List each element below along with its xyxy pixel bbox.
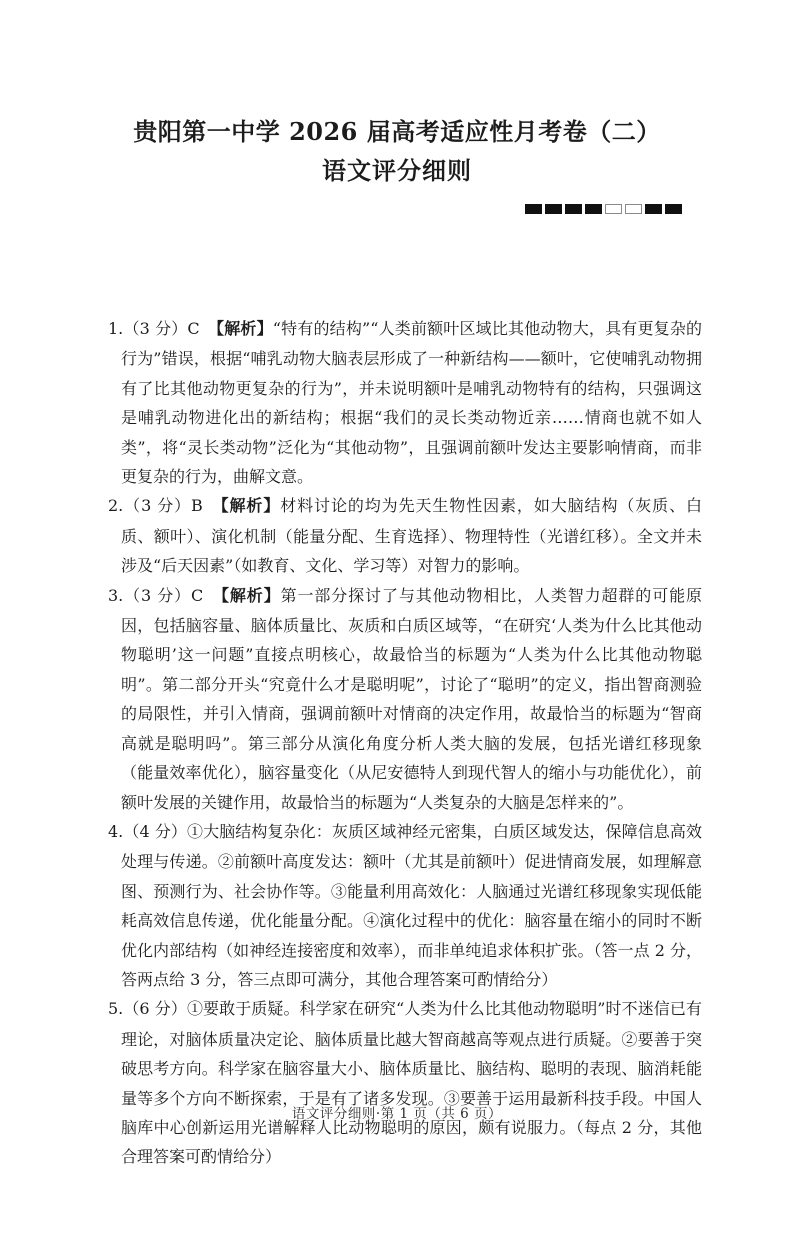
filled-square-mark — [525, 204, 542, 214]
hollow-square-mark — [625, 204, 642, 214]
item-3-number-answer: 3.（3 分）C — [108, 585, 222, 605]
answer-item-2 — [108, 491, 702, 580]
item-4-answer-points: ①大脑结构复杂化：灰质区域神经元密集，白质区域发达，保障信息高效处理与传递。②前额叶高度发达：额叶（尤其是前额叶）促进情商发展，如理解意图、预测行为、社会协作等。③能量利用高效化：人脑通过光谱红移现象实现低能耗高效信息传递，优化能量分配。④演化过程中的优化：脑容量在缩小的同时不断优化内部结构（如神经连接密度和效率），而非单纯追求体积扩张。（答一点 2 分，答两点给 3 分，答三点即可满分，其他合理答案可酌情给分） — [121, 821, 702, 989]
item-1-explanation: “特有的结构”“人类前额叶区域比其他动物大，具有更复杂的行为”错误，根据“哺乳动物大脑表层形成了一种新结构——额叶，它使哺乳动物拥有了比其他动物更复杂的行为”，并未说明额叶是哺乳动物特有的结构，只强调这是哺乳动物进化出的新结构；根据“我们的灵长类动物近亲……情商也就不如人类”，将“灵长类动物”泛化为“其他动物”，且强调前额叶发达主要影响情商，而非更复杂的行为，曲解文意。 — [121, 319, 702, 487]
rubric-page — [0, 116, 794, 1239]
item-2-explanation: 材料讨论的均为先天生物性因素，如大脑结构（灰质、白质、额叶）、演化机制（能量分配、生育选择）、物理特性（光谱红移）。全文并未涉及“后天因素”（如教育、文化、学习等）对智力的影响。 — [121, 496, 702, 576]
answer-key-body — [108, 314, 702, 1172]
filled-square-mark — [665, 204, 682, 214]
item-5-number-score: 5.（6 分） — [108, 999, 187, 1019]
item-5-answer-points: ①要敢于质疑。科学家在研究“人类为什么比其他动物聪明”时不迷信已有理论，对脑体质量决定论、脑体质量比越大智商越高等观点进行质疑。②要善于突破思考方向。科学家在脑容量大小、脑体质量比、脑结构、聪明的表现、脑消耗能量等多个方向不断探索，于是有了诸多发现。③要善于运用最新科技手段。中国人脑库中心创新运用光谱解释人比动物聪明的原因，颇有说服力。（每点 2 分，其他合理答案可酌情给分） — [121, 999, 702, 1167]
item-1-number-answer: 1.（3 分）C — [108, 319, 217, 338]
registration-marks — [525, 204, 682, 214]
page-footer: 语文评分细则·第 1 页（共 6 页） — [291, 1106, 503, 1122]
item-2-number-answer: 2.（3 分）B — [108, 496, 221, 516]
filled-square-mark — [565, 204, 582, 214]
answer-item-5 — [108, 994, 702, 1171]
item-4-number-score: 4.（4 分） — [108, 821, 188, 841]
item-2-analysis-label: 【解析】 — [220, 498, 281, 516]
page-title: 贵阳第一中学 2026 届高考适应性月考卷（二） — [133, 117, 661, 146]
item-3-analysis-label: 【解析】 — [221, 587, 281, 605]
page-subtitle: 语文评分细则 — [322, 156, 472, 185]
filled-square-mark — [645, 204, 662, 214]
item-1-analysis-label: 【解析】 — [216, 321, 273, 338]
answer-item-1 — [108, 314, 702, 491]
hollow-square-mark — [605, 204, 622, 214]
answer-item-3 — [108, 581, 702, 817]
filled-square-mark — [545, 204, 562, 214]
answer-item-4 — [108, 817, 702, 994]
item-3-explanation: 第一部分探讨了与其他动物相比，人类智力超群的可能原因，包括脑容量、脑体质量比、灰质和白质区域等，“在研究‘人类为什么比其他动物聪明’这一问题”直接点明核心，故最恰当的标题为“人类为什么比其他动物聪明”。第二部分开头“究竟什么才是聪明呢”，讨论了“聪明”的定义，指出智商测验的局限性，并引入情商，强调前额叶对情商的决定作用，故最恰当的标题为“智商高就是聪明吗”。第三部分从演化角度分析人类大脑的发展，包括光谱红移现象（能量效率优化），脑容量变化（从尼安德特人到现代智人的缩小与功能优化），前额叶发展的关键作用，故最恰当的标题为“人类复杂的大脑是怎样来的”。 — [121, 585, 702, 812]
filled-square-mark — [585, 204, 602, 214]
